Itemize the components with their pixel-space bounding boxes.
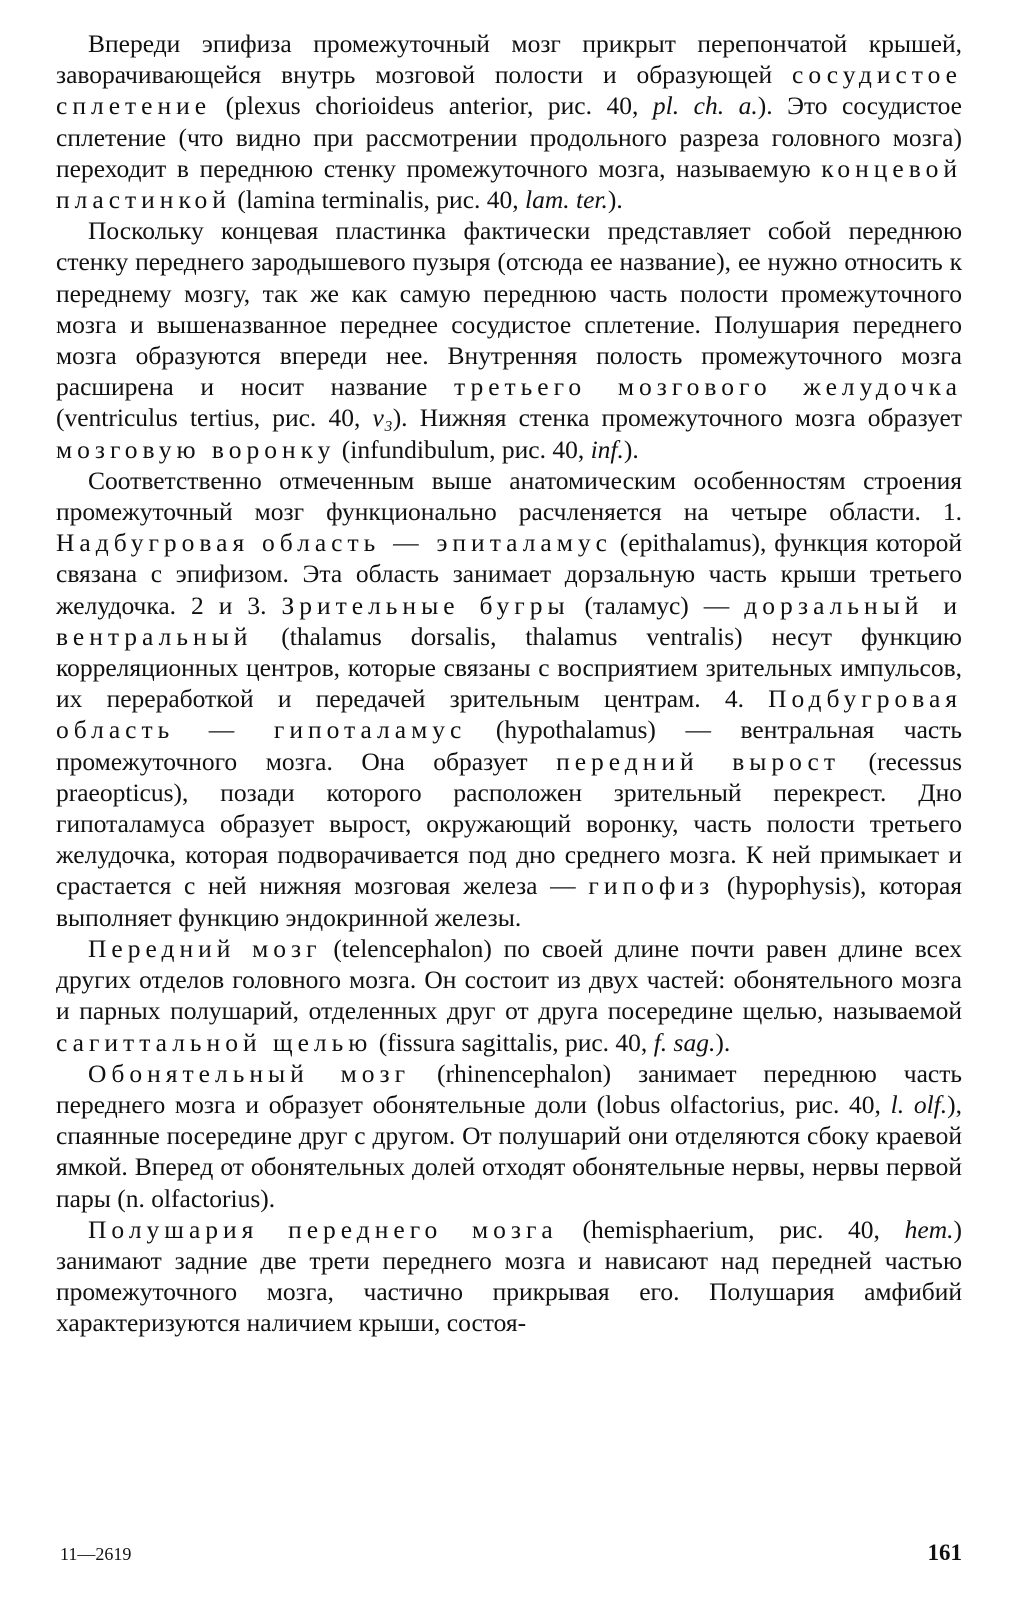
- text-run: (ventriculus tertius, рис. 40,: [56, 403, 373, 433]
- text-run: ).: [607, 185, 623, 215]
- text-run: (rhinencephalon) занимает переднюю часть переднего мозга и образует обонятельные доли (lobus olfactorius, рис. 40,: [56, 1058, 962, 1119]
- spaced-term: третьего мозгового желудочка: [453, 372, 962, 402]
- spaced-term: гипофиз: [588, 871, 715, 901]
- spaced-term: сагиттальной щелью: [56, 1027, 373, 1057]
- body-text: [56, 28, 962, 1339]
- spaced-term: сосудистое сплетение: [56, 60, 962, 121]
- text-run: ).: [715, 1027, 731, 1057]
- paragraph: [56, 933, 962, 1058]
- figure-label: pl. ch. a.: [652, 91, 758, 121]
- spaced-term: Подбугровая область — гипоталамус: [56, 684, 962, 745]
- text-run: ). Это сосудистое сплетение (что видно при рассмотрении продольного разреза головного мозга) переходит в переднюю стенку промежуточного мозга, называемую: [56, 91, 962, 183]
- text-run: ).: [623, 434, 639, 464]
- text-run: (thalamus dorsalis, thalamus ventralis) несут функцию корреляционных центров, которые связаны с восприятием зрительных импульсов, их переработкой и передачей зрительным центрам. 4.: [56, 621, 962, 714]
- figure-label: v₃: [372, 403, 393, 433]
- figure-label: l. olf.: [890, 1089, 948, 1119]
- spaced-term: мозговую воронку: [56, 434, 336, 464]
- figure-label: hem.: [904, 1214, 954, 1244]
- figure-label: lam. ter.: [525, 185, 608, 215]
- spaced-term: Полушария переднего мозга: [88, 1214, 558, 1244]
- page-number: 161: [927, 1540, 962, 1565]
- text-run: Соответственно отмеченным выше анатомическим особенностям строения промежуточный мозг функционально расчленяется на четыре области. 1.: [56, 465, 962, 527]
- text-run: (hypophysis), которая выполняет функцию эндокринной железы.: [56, 871, 962, 932]
- text-run: (hemisphaerium, рис. 40,: [557, 1214, 905, 1244]
- paragraph: [56, 465, 962, 933]
- printer-signature: 11—2619: [60, 1544, 132, 1564]
- text-run: (recessus praeopticus), позади которого расположен зрительный перекрест. Дно гипоталамуса образует вырост, окружающий воронку, часть полости третьего желудочка, которая подворачивается под дно среднего мозга. К ней примыкает и срастается с ней нижняя мозговая железа —: [56, 746, 963, 901]
- text-run: (infundibulum, рис. 40,: [335, 434, 591, 464]
- paragraph: [56, 28, 962, 215]
- text-run: (lamina terminalis, рис. 40,: [230, 185, 526, 215]
- text-run: ) занимают задние две трети переднего мозга и нависают над передней частью промежуточного мозга, частично прикрывая его. Полушария амфибий характеризуются наличием крыши, состоя-: [56, 1214, 962, 1338]
- text-run: (epithalamus), функция которой связана с эпифизом. Эта область занимает дорзальную часть крыши третьего желудочка. 2 и 3.: [56, 528, 962, 620]
- figure-label: inf.: [590, 434, 624, 464]
- paragraph: [56, 215, 962, 465]
- spaced-term: Обонятельный мозг: [88, 1058, 411, 1088]
- text-run: (таламус) —: [569, 590, 745, 620]
- spaced-term: Передний мозг: [88, 933, 322, 963]
- paragraph: [56, 1058, 962, 1214]
- text-run: Поскольку концевая пластинка фактически представляет собой переднюю стенку переднего зародышевого пузыря (отсюда ее название), ее нужно относить к переднему мозгу, так же как самую переднюю часть полости промежуточного мозга и вышеназванное переднее сосудистое сплетение. Полушария переднего мозга образуются впереди нее. Внутренняя полость промежуточного мозга расширена и носит название: [56, 216, 962, 402]
- text-run: ), спаянные посередине друг с другом. От полушарий они отделяются сбоку краевой ямкой. Вперед от обонятельных долей отходят обонятельные нервы, нервы первой пары (n. olfactorius).: [56, 1089, 962, 1213]
- text-run: (hypothalamus) — вентральная часть промежуточного мозга. Она образует: [56, 715, 962, 776]
- spaced-term: Надбугровая область — эпиталамус: [56, 528, 612, 558]
- figure-label: f. sag.: [653, 1027, 716, 1057]
- page-footer: [60, 1540, 962, 1566]
- spaced-term: Зрительные бугры: [281, 590, 570, 620]
- text-run: (telencephalon) по своей длине почти равен длине всех других отделов головного мозга. Он состоит из двух частей: обонятельного мозга и парных полушарий, отделенных друг от друга посередине щелью, называемой: [56, 933, 962, 1026]
- text-run: (plexus chorioideus anterior, рис. 40,: [211, 91, 653, 121]
- paragraph: [56, 1214, 962, 1339]
- text-run: (fissura sagittalis, рис. 40,: [372, 1027, 654, 1057]
- text-run: Впереди эпифиза промежуточный мозг прикрыт перепончатой крышей, заворачивающейся внутрь мозговой полости и образующей: [56, 29, 962, 90]
- spaced-term: передний вырост: [556, 746, 840, 776]
- spaced-term: дорзальный и вентральный: [56, 590, 963, 651]
- text-run: ). Нижняя стенка промежуточного мозга образует: [392, 403, 962, 433]
- spaced-term: концевой пластинкой: [56, 153, 962, 215]
